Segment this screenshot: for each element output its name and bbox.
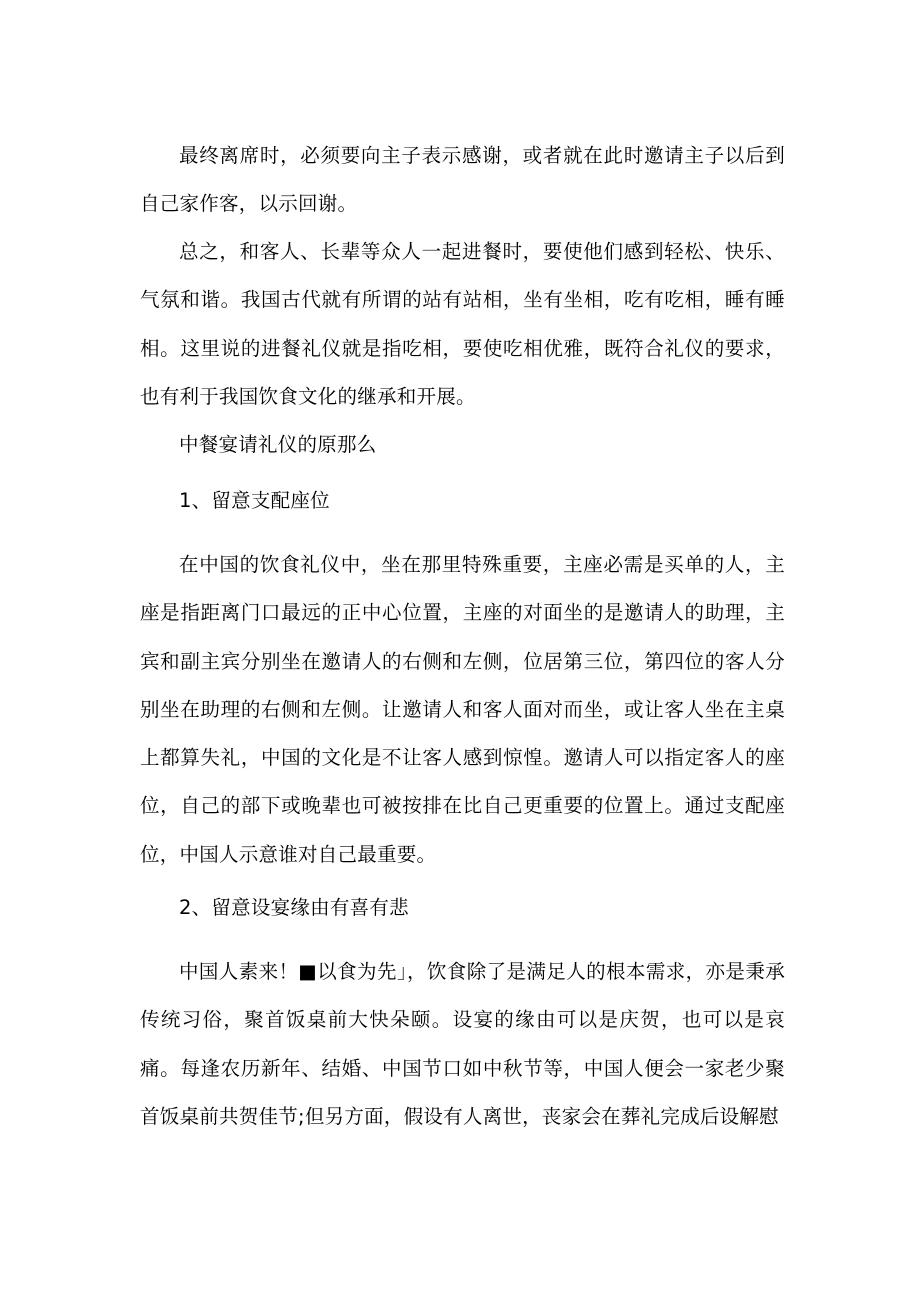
section-heading-principles: 中餐宴请礼仪的原那么 <box>179 433 377 456</box>
paragraph-seating: 在中国的饮食礼仪中，坐在那里特殊重要，主座必需是买单的人，主座是指距离门口最远的正中心位置，主座的对面坐的是邀请人的助理，主宾和副主宾分别坐在邀请人的右侧和左侧，位居第三位，第四位的客人分别坐在助理的右侧和左侧。让邀请人和客人面对而坐，或让客人坐在主桌上都算失礼，中国的文化是不让客人感到惊惶。邀请人可以指定客人的座位，自己的部下或晚辈也可被按排在比自己更重要的位置上。通过支配座位，中国人示意谁对自己最重要。 <box>140 553 785 866</box>
subheading-seating: 1、留意支配座位 <box>179 489 330 512</box>
paragraph-banquet-reason: 中国人素来！■以食为先」，饮食除了是满足人的根本需求，亦是秉承传统习俗，聚首饭桌前大快朵颐。设宴的缘由可以是庆贺，也可以是哀痛。每逢农历新年、结婚、中国节口如中秋节等，中国人便会一家老少聚首饭桌前共贺佳节;但另方面，假设有人离世，丧家会在葬礼完成后设解慰 <box>140 960 785 1128</box>
paragraph-closing-thanks: 最终离席时，必须要向主子表示感谢，或者就在此时邀请主子以后到自己家作客，以示回谢。 <box>140 144 785 216</box>
subheading-banquet-reason: 2、留意设宴缘由有喜有悲 <box>179 896 409 919</box>
paragraph-summary: 总之，和客人、长辈等众人一起进餐时，要使他们感到轻松、快乐、气氛和谐。我国古代就有所谓的站有站相，坐有坐相，吃有吃相，睡有睡相。这里说的进餐礼仪就是指吃相，要使吃相优雅，既符合礼仪的要求，也有利于我国饮食文化的继承和开展。 <box>140 240 785 408</box>
